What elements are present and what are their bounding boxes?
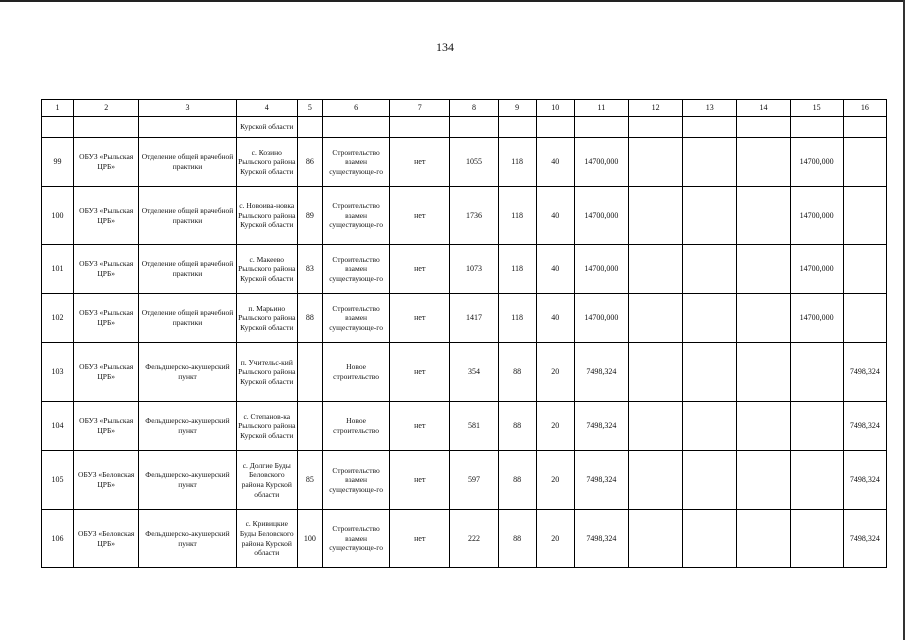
location-cell: с. Долгие Буды Беловского района Курской области — [236, 451, 297, 510]
column-header: 9 — [498, 100, 536, 117]
col9-cell: 88 — [498, 343, 536, 402]
col9-cell: 118 — [498, 245, 536, 294]
col12-cell — [628, 402, 682, 451]
col15-cell: 14700,000 — [790, 245, 843, 294]
organization-cell: ОБУЗ «Рыльская ЦРБ» — [74, 245, 139, 294]
location-cell: п. Учительс-кий Рыльского района Курской области — [236, 343, 297, 402]
col10-cell: 20 — [536, 451, 574, 510]
table-cell — [74, 117, 139, 138]
col14-cell — [737, 402, 790, 451]
col7-cell: нет — [390, 187, 450, 245]
col13-cell — [683, 451, 737, 510]
column-header: 10 — [536, 100, 574, 117]
column-header: 13 — [683, 100, 737, 117]
table-cell — [536, 117, 574, 138]
col10-cell: 40 — [536, 294, 574, 343]
location-cell: п. Марьино Рыльского района Курской области — [236, 294, 297, 343]
header-row — [42, 100, 887, 117]
row-number: 101 — [42, 245, 74, 294]
table-cell — [628, 117, 682, 138]
col9-cell: 118 — [498, 294, 536, 343]
table-cell — [297, 117, 322, 138]
col12-cell — [628, 294, 682, 343]
col10-cell: 20 — [536, 510, 574, 568]
row-number: 99 — [42, 138, 74, 187]
col14-cell — [737, 510, 790, 568]
col10-cell: 40 — [536, 138, 574, 187]
work-type-cell: Строительство взамен существующе-го — [322, 510, 389, 568]
column-header: 14 — [737, 100, 790, 117]
col16-cell: 7498,324 — [843, 402, 886, 451]
table-row — [42, 294, 887, 343]
continuation-row — [42, 117, 887, 138]
facility-cell: Фельдшерско-акушерский пункт — [139, 343, 236, 402]
col5-cell — [297, 343, 322, 402]
col15-cell: 14700,000 — [790, 187, 843, 245]
column-header: 2 — [74, 100, 139, 117]
col14-cell — [737, 451, 790, 510]
page-number: 134 — [436, 40, 454, 54]
col5-cell — [297, 402, 322, 451]
col13-cell — [683, 245, 737, 294]
table-cell — [574, 117, 628, 138]
work-type-cell: Строительство взамен существующе-го — [322, 451, 389, 510]
col5-cell: 85 — [297, 451, 322, 510]
column-header: 8 — [450, 100, 498, 117]
col14-cell — [737, 187, 790, 245]
col15-cell: 14700,000 — [790, 294, 843, 343]
col5-cell: 100 — [297, 510, 322, 568]
col8-cell: 1736 — [450, 187, 498, 245]
col13-cell — [683, 294, 737, 343]
column-header: 15 — [790, 100, 843, 117]
col14-cell — [737, 343, 790, 402]
col11-cell: 14700,000 — [574, 245, 628, 294]
location-cell: с. Новоива-новка Рыльского района Курской области — [236, 187, 297, 245]
col8-cell: 222 — [450, 510, 498, 568]
col11-cell: 7498,324 — [574, 510, 628, 568]
organization-cell: ОБУЗ «Рыльская ЦРБ» — [74, 138, 139, 187]
table-cell — [322, 117, 389, 138]
work-type-cell: Строительство взамен существующе-го — [322, 138, 389, 187]
column-header: 16 — [843, 100, 886, 117]
col8-cell: 1073 — [450, 245, 498, 294]
facility-cell: Фельдшерско-акушерский пункт — [139, 451, 236, 510]
organization-cell: ОБУЗ «Беловская ЦРБ» — [74, 510, 139, 568]
table-row — [42, 402, 887, 451]
col10-cell: 40 — [536, 187, 574, 245]
facility-cell: Отделение общей врачебной практики — [139, 245, 236, 294]
organization-cell: ОБУЗ «Рыльская ЦРБ» — [74, 402, 139, 451]
table-row — [42, 510, 887, 568]
col5-cell: 83 — [297, 245, 322, 294]
table-row — [42, 138, 887, 187]
table-cell — [139, 117, 236, 138]
col13-cell — [683, 343, 737, 402]
row-number: 103 — [42, 343, 74, 402]
col14-cell — [737, 294, 790, 343]
table-cell — [450, 117, 498, 138]
table-cell — [737, 117, 790, 138]
table-row — [42, 245, 887, 294]
col7-cell: нет — [390, 343, 450, 402]
col11-cell: 14700,000 — [574, 294, 628, 343]
col10-cell: 20 — [536, 343, 574, 402]
col16-cell — [843, 187, 886, 245]
scan-top-edge — [0, 0, 905, 2]
col11-cell: 7498,324 — [574, 451, 628, 510]
organization-cell: ОБУЗ «Беловская ЦРБ» — [74, 451, 139, 510]
col11-cell: 14700,000 — [574, 138, 628, 187]
work-type-cell: Новое строительство — [322, 343, 389, 402]
col16-cell: 7498,324 — [843, 510, 886, 568]
location-cell: с. Степанов-ка Рыльского района Курской области — [236, 402, 297, 451]
work-type-cell: Строительство взамен существующе-го — [322, 187, 389, 245]
location-cell: Курской области — [236, 117, 297, 138]
facility-table — [41, 99, 887, 568]
column-header: 12 — [628, 100, 682, 117]
row-number: 100 — [42, 187, 74, 245]
col9-cell: 88 — [498, 510, 536, 568]
col12-cell — [628, 451, 682, 510]
work-type-cell: Строительство взамен существующе-го — [322, 294, 389, 343]
table-cell — [390, 117, 450, 138]
work-type-cell: Новое строительство — [322, 402, 389, 451]
col16-cell — [843, 138, 886, 187]
location-cell: с. Кривицкие Буды Беловского района Курской области — [236, 510, 297, 568]
col14-cell — [737, 138, 790, 187]
table-row — [42, 343, 887, 402]
row-number: 102 — [42, 294, 74, 343]
location-cell: с. Макеево Рыльского района Курской области — [236, 245, 297, 294]
col13-cell — [683, 138, 737, 187]
col16-cell — [843, 245, 886, 294]
column-header: 3 — [139, 100, 236, 117]
col7-cell: нет — [390, 138, 450, 187]
col15-cell — [790, 343, 843, 402]
col5-cell: 89 — [297, 187, 322, 245]
col15-cell — [790, 510, 843, 568]
col8-cell: 354 — [450, 343, 498, 402]
col12-cell — [628, 138, 682, 187]
col15-cell — [790, 402, 843, 451]
column-header: 7 — [390, 100, 450, 117]
col5-cell: 86 — [297, 138, 322, 187]
col16-cell: 7498,324 — [843, 451, 886, 510]
facility-cell: Фельдшерско-акушерский пункт — [139, 402, 236, 451]
organization-cell: ОБУЗ «Рыльская ЦРБ» — [74, 343, 139, 402]
col9-cell: 118 — [498, 138, 536, 187]
row-number: 105 — [42, 451, 74, 510]
col16-cell — [843, 294, 886, 343]
col7-cell: нет — [390, 510, 450, 568]
facility-cell: Фельдшерско-акушерский пункт — [139, 510, 236, 568]
col15-cell: 14700,000 — [790, 138, 843, 187]
col8-cell: 1417 — [450, 294, 498, 343]
column-header: 6 — [322, 100, 389, 117]
table-cell — [683, 117, 737, 138]
col10-cell: 40 — [536, 245, 574, 294]
col7-cell: нет — [390, 451, 450, 510]
col13-cell — [683, 187, 737, 245]
col10-cell: 20 — [536, 402, 574, 451]
col8-cell: 597 — [450, 451, 498, 510]
col15-cell — [790, 451, 843, 510]
facility-cell: Отделение общей врачебной практики — [139, 294, 236, 343]
col13-cell — [683, 510, 737, 568]
organization-cell: ОБУЗ «Рыльская ЦРБ» — [74, 294, 139, 343]
col8-cell: 581 — [450, 402, 498, 451]
facility-cell: Отделение общей врачебной практики — [139, 187, 236, 245]
table-cell — [498, 117, 536, 138]
col14-cell — [737, 245, 790, 294]
organization-cell: ОБУЗ «Рыльская ЦРБ» — [74, 187, 139, 245]
col11-cell: 7498,324 — [574, 402, 628, 451]
facility-cell: Отделение общей врачебной практики — [139, 138, 236, 187]
work-type-cell: Строительство взамен существующе-го — [322, 245, 389, 294]
row-number: 104 — [42, 402, 74, 451]
col12-cell — [628, 510, 682, 568]
col12-cell — [628, 187, 682, 245]
row-number: 106 — [42, 510, 74, 568]
location-cell: с. Козино Рыльского района Курской области — [236, 138, 297, 187]
col12-cell — [628, 343, 682, 402]
table-cell — [843, 117, 886, 138]
table-row — [42, 451, 887, 510]
col9-cell: 118 — [498, 187, 536, 245]
col11-cell: 14700,000 — [574, 187, 628, 245]
table-cell — [790, 117, 843, 138]
table-row — [42, 187, 887, 245]
col7-cell: нет — [390, 245, 450, 294]
column-header: 11 — [574, 100, 628, 117]
col12-cell — [628, 245, 682, 294]
col5-cell: 88 — [297, 294, 322, 343]
table-cell — [42, 117, 74, 138]
column-header: 4 — [236, 100, 297, 117]
col7-cell: нет — [390, 402, 450, 451]
col9-cell: 88 — [498, 402, 536, 451]
col9-cell: 88 — [498, 451, 536, 510]
col8-cell: 1055 — [450, 138, 498, 187]
col7-cell: нет — [390, 294, 450, 343]
column-header: 5 — [297, 100, 322, 117]
column-header: 1 — [42, 100, 74, 117]
col11-cell: 7498,324 — [574, 343, 628, 402]
col16-cell: 7498,324 — [843, 343, 886, 402]
col13-cell — [683, 402, 737, 451]
